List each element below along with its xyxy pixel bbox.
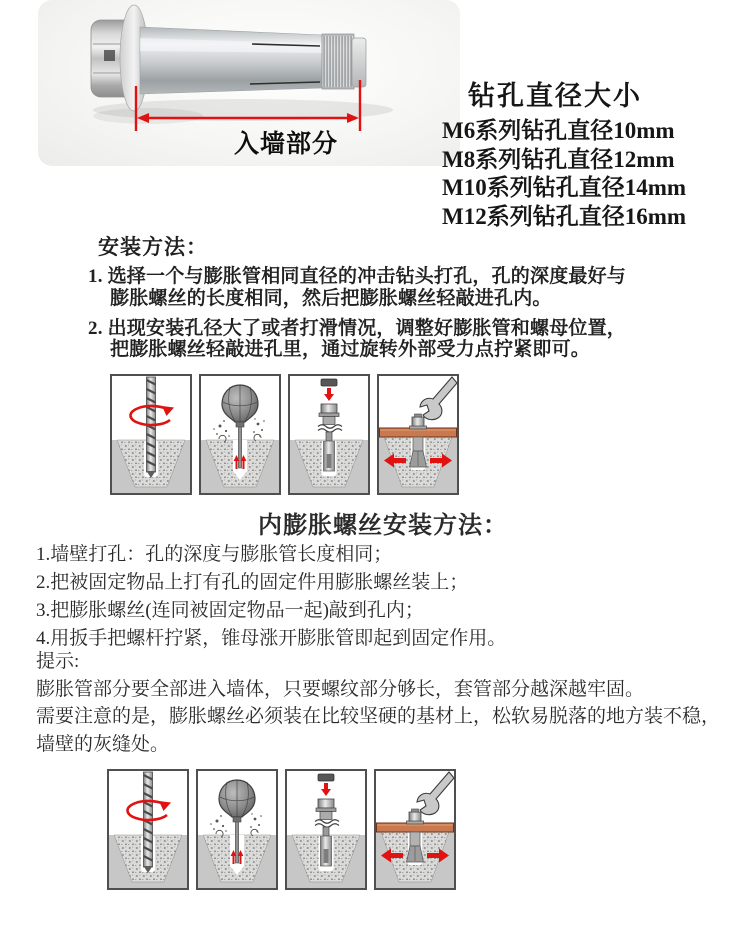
install-steps-row-bottom xyxy=(107,769,456,890)
step-panel-drill xyxy=(107,769,189,890)
step-panel-tighten xyxy=(374,769,456,890)
hammer-face-icon xyxy=(318,774,334,781)
spec-line-m12: M12系列钻孔直径16mm xyxy=(442,203,687,229)
step-panel-insert xyxy=(288,374,370,495)
step-panel-drill xyxy=(110,374,192,495)
knurled-cone-nut xyxy=(322,34,354,89)
install-step-1-line-1: 1. 选择一个与膨胀管相同直径的冲击钻头打孔，孔的深度最好与 xyxy=(88,266,627,287)
inner-method-title: 内膨胀螺丝安装方法： xyxy=(258,513,508,539)
install-method-title: 安装方法： xyxy=(98,235,208,259)
inner-item-3: 3.把膨胀螺丝(连同被固定物品一起)敲到孔内； xyxy=(36,600,424,621)
sleeve-body xyxy=(140,27,322,94)
drill-spec-list xyxy=(442,117,686,231)
fixture-plate xyxy=(380,428,457,437)
tips-block xyxy=(36,648,720,758)
tips-line-1: 膨胀管部分要全部进入墙体，只要螺纹部分够长，套管部分越深越牢固。 xyxy=(36,678,645,700)
step-panel-blow xyxy=(199,374,281,495)
spec-line-m10: M10系列钻孔直径14mm xyxy=(442,175,687,200)
wall-part-label: 入墙部分 xyxy=(234,130,339,158)
install-step-2-line-1: 2. 出现安装孔径大了或者打滑情况，调整好膨胀管和螺母位置， xyxy=(88,318,627,339)
cone-end-cap xyxy=(352,38,366,87)
step-panel-insert xyxy=(285,769,367,890)
tips-title: 提示: xyxy=(36,651,80,672)
drill-spec-title: 钻孔直径大小 xyxy=(468,81,642,111)
inner-item-4: 4.用扳手把螺杆拧紧，锥母涨开膨胀管即起到固定作用。 xyxy=(36,628,507,649)
install-step-1-line-2: 膨胀螺丝的长度相同，然后把膨胀螺丝轻敲进孔内。 xyxy=(110,288,552,309)
drill-bit-icon xyxy=(144,772,153,873)
bolt-photo xyxy=(38,0,460,166)
spec-line-m8: M8系列钻孔直径12mm xyxy=(442,146,675,172)
step-panel-blow xyxy=(196,769,278,890)
inner-item-2: 2.把被固定物品上打有孔的固定件用膨胀螺丝装上； xyxy=(36,572,469,593)
inner-item-1: 1.墙壁打孔：孔的深度与膨胀管长度相同； xyxy=(36,544,393,565)
drill-bit-icon xyxy=(147,377,156,478)
spec-line-m6: M6系列钻孔直径10mm xyxy=(442,118,675,143)
inner-method-list xyxy=(36,541,506,653)
hammer-face-icon xyxy=(321,379,337,386)
tips-line-2: 需要注意的是，膨胀螺丝必须装在比较坚硬的基材上，松软易脱落的地方装不稳， xyxy=(36,706,721,727)
install-steps-row-top xyxy=(110,374,459,495)
step-panel-tighten xyxy=(377,374,459,495)
install-step-2-line-2: 把膨胀螺丝轻敲进孔里，通过旋转外部受力点拧紧即可。 xyxy=(110,339,591,360)
tips-line-3: 墙壁的灰缝处。 xyxy=(36,733,170,755)
